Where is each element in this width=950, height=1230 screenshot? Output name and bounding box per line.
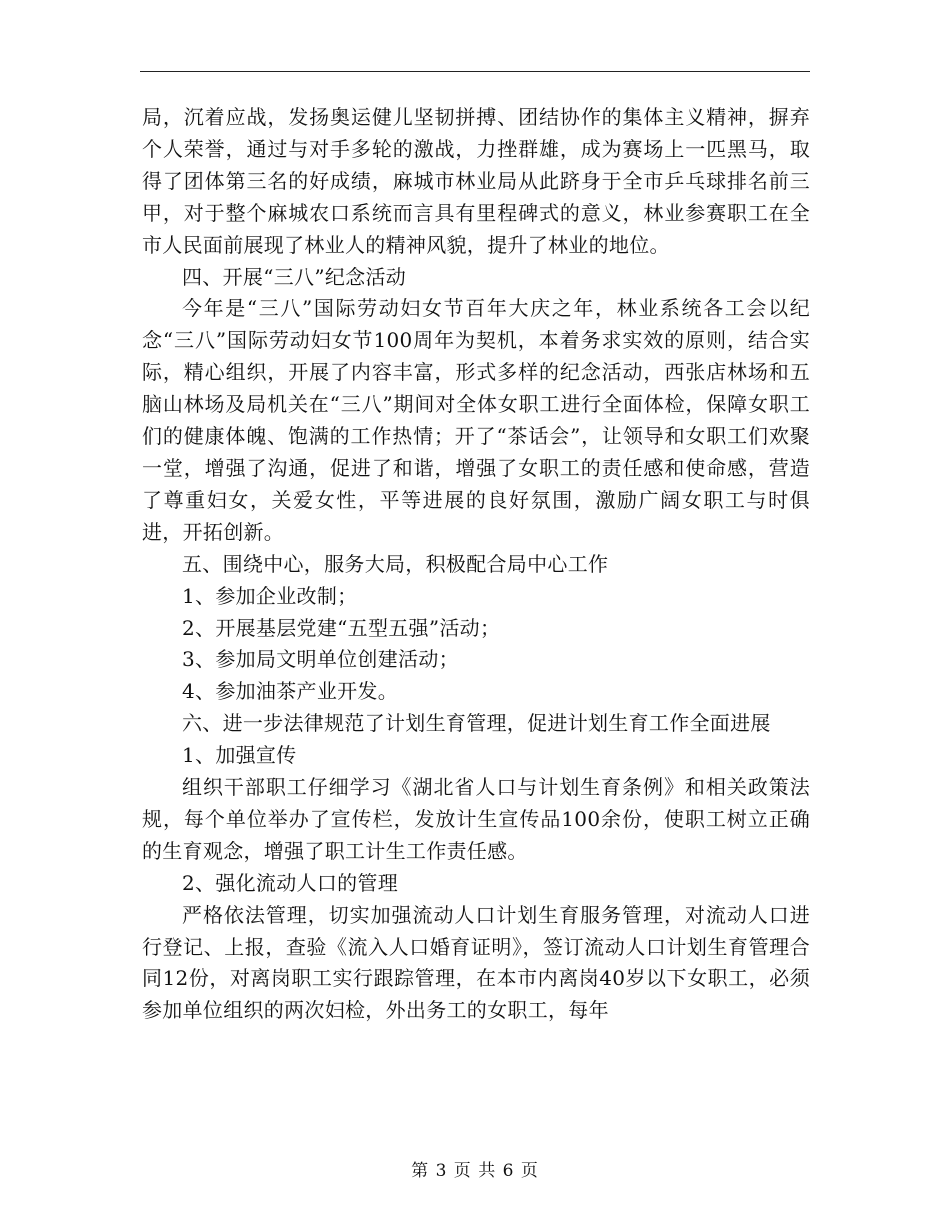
list-item: 3、参加局文明单位创建活动；: [182, 647, 459, 672]
paragraph: 今年是“三八”国际劳动妇女节百年大庆之年，林业系统各工会以纪念“三八”国际劳动妇女节100周年为契机，本着务求实效的原则，结合实际，精心组织，开展了内容丰富，形式多样的纪念活动，西张店林场和五脑山林场及局机关在“三八”期间对全体女职工进行全面体检，保障女职工们的健康体魄、饱满的工作热情；开了“茶话会”，让领导和女职工们欢聚一堂，增强了沟通，促进了和谐，增强了女职工的责任感和使命感，营造了尊重妇女，关爱女性，平等进展的良好氛围，激励广阔女职工与时俱进，开拓创新。: [142, 296, 810, 544]
subsection-heading: 2、强化流动人口的管理: [182, 870, 399, 895]
paragraph: 组织干部职工仔细学习《湖北省人口与计划生育条例》和相关政策法规，每个单位举办了宣传栏，发放计生宣传品100余份，使职工树立正确的生育观念，增强了职工计生工作责任感。: [142, 775, 810, 863]
paragraph: 局，沉着应战，发扬奥运健儿坚韧拼搏、团结协作的集体主义精神，摒弃个人荣誉，通过与对手多轮的激战，力挫群雄，成为赛场上一匹黑马，取得了团体第三名的好成绩，麻城市林业局从此跻身于全市乒乓球排名前三甲，对于整个麻城农口系统而言具有里程碑式的意义，林业参赛职工在全市人民面前展现了林业人的精神风貌，提升了林业的地位。: [142, 105, 810, 257]
list-item: 1、参加企业改制；: [182, 583, 358, 608]
paragraph: 严格依法管理，切实加强流动人口计划生育服务管理，对流动人口进行登记、上报，查验《流入人口婚育证明》，签订流动人口计划生育管理合同12份，对离岗职工实行跟踪管理，在本市内离岗40岁以下女职工，必须参加单位组织的两次妇检，外出务工的女职工，每年: [142, 902, 810, 1023]
list-item: 2、开展基层党建“五型五强”活动；: [182, 615, 501, 640]
page-number: 第 3 页 共 6 页: [411, 1161, 539, 1181]
document-body: [142, 102, 810, 1027]
section-heading: 五、围绕中心，服务大局，积极配合局中心工作: [182, 551, 609, 576]
subsection-heading: 1、加强宣传: [182, 743, 297, 768]
header-rule: [140, 71, 810, 72]
section-heading: 六、进一步法律规范了计划生育管理，促进计划生育工作全面进展: [182, 711, 771, 736]
list-item: 4、参加油茶产业开发。: [182, 679, 399, 704]
section-heading: 四、开展“三八”纪念活动: [182, 264, 407, 289]
